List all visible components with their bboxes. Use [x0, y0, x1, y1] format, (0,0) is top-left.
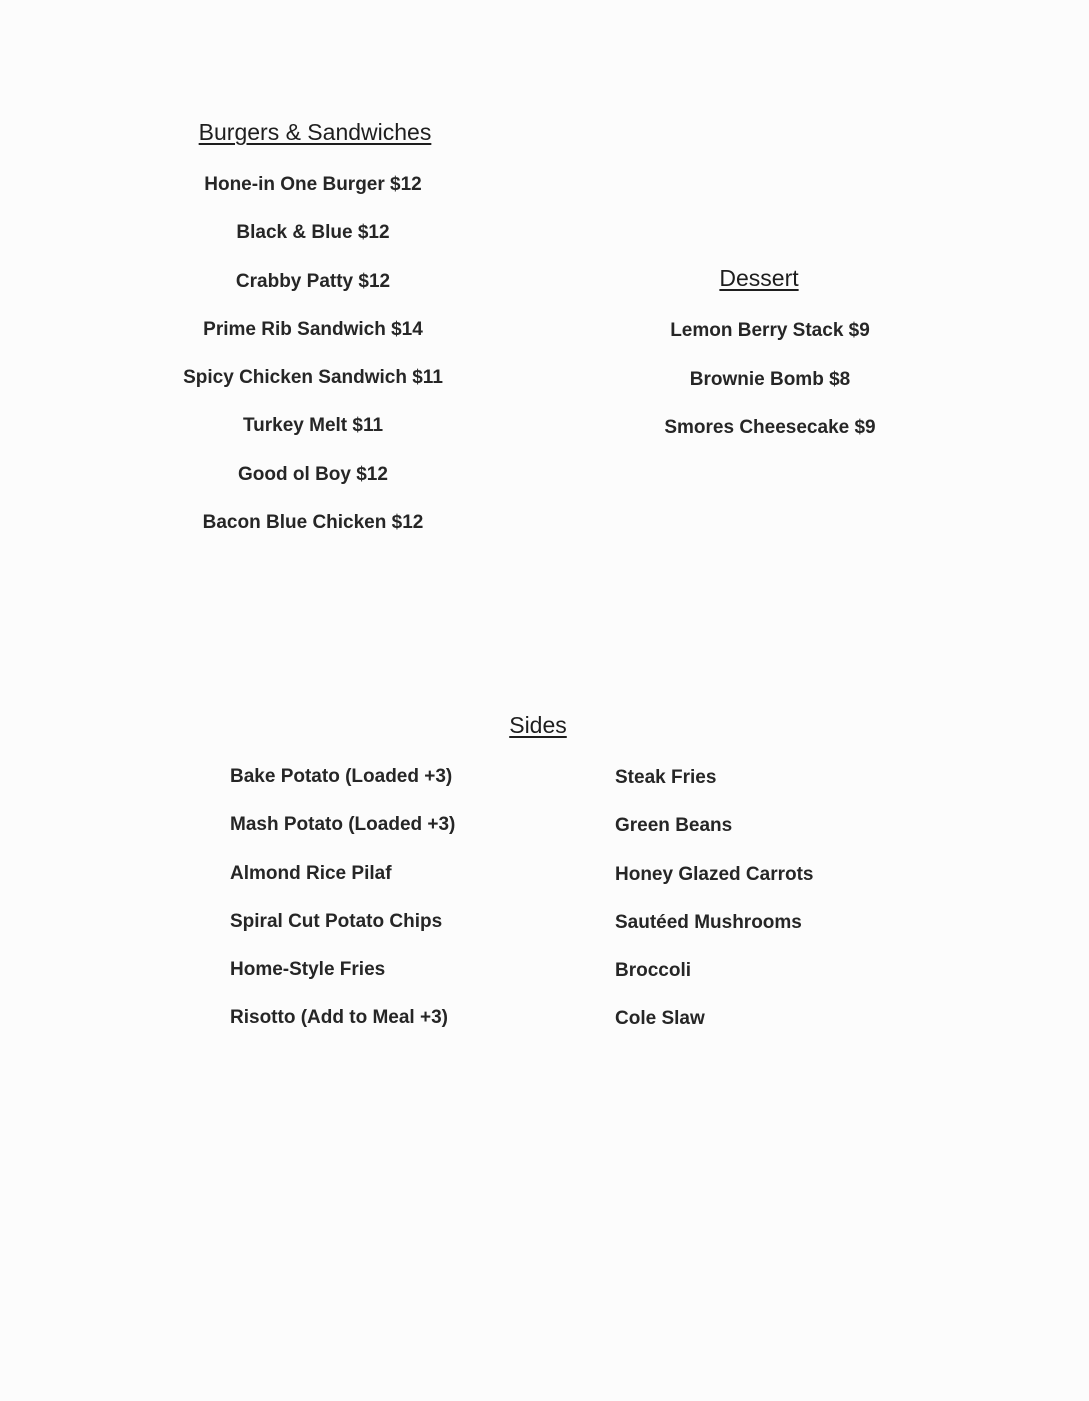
- menu-item: Bacon Blue Chicken $12: [202, 512, 424, 534]
- menu-item: Almond Rice Pilaf: [230, 862, 392, 884]
- menu-item: Steak Fries: [615, 767, 717, 788]
- menu-item: Home-Style Fries: [230, 959, 386, 981]
- menu-item: Mash Potato (Loaded +3): [230, 814, 456, 836]
- burgers-heading: Burgers & Sandwiches: [198, 119, 432, 145]
- menu-item: Hone-in One Burger $12: [204, 174, 422, 195]
- sides-heading: Sides: [509, 712, 567, 738]
- sides-list-right: [615, 765, 814, 1055]
- menu-item: Sautéed Mushrooms: [615, 911, 802, 933]
- menu-item: Crabby Patty $12: [235, 270, 391, 292]
- menu-item: Bake Potato (Loaded +3): [230, 766, 453, 787]
- menu-item: Good ol Boy $12: [238, 463, 388, 485]
- menu-item: Black & Blue $12: [236, 222, 390, 244]
- menu-item: Smores Cheesecake $9: [664, 417, 876, 438]
- menu-item: Brownie Bomb $8: [689, 368, 851, 390]
- menu-item: Spicy Chicken Sandwich $11: [183, 367, 443, 389]
- menu-item: Honey Glazed Carrots: [615, 863, 814, 885]
- menu-item: Cole Slaw: [615, 1008, 705, 1030]
- menu-item: Prime Rib Sandwich $14: [203, 318, 423, 340]
- dessert-list: [640, 318, 900, 464]
- sides-list-left: [230, 764, 455, 1054]
- menu-item: Risotto (Add to Meal +3): [230, 1007, 448, 1029]
- menu-item: Spiral Cut Potato Chips: [230, 910, 443, 932]
- dessert-heading: Dessert: [719, 265, 799, 291]
- menu-item: Green Beans: [615, 815, 733, 837]
- menu-item: Broccoli: [615, 960, 692, 982]
- menu-item: Turkey Melt $11: [242, 415, 384, 437]
- burgers-list: [160, 172, 466, 558]
- menu-item: Lemon Berry Stack $9: [670, 320, 870, 341]
